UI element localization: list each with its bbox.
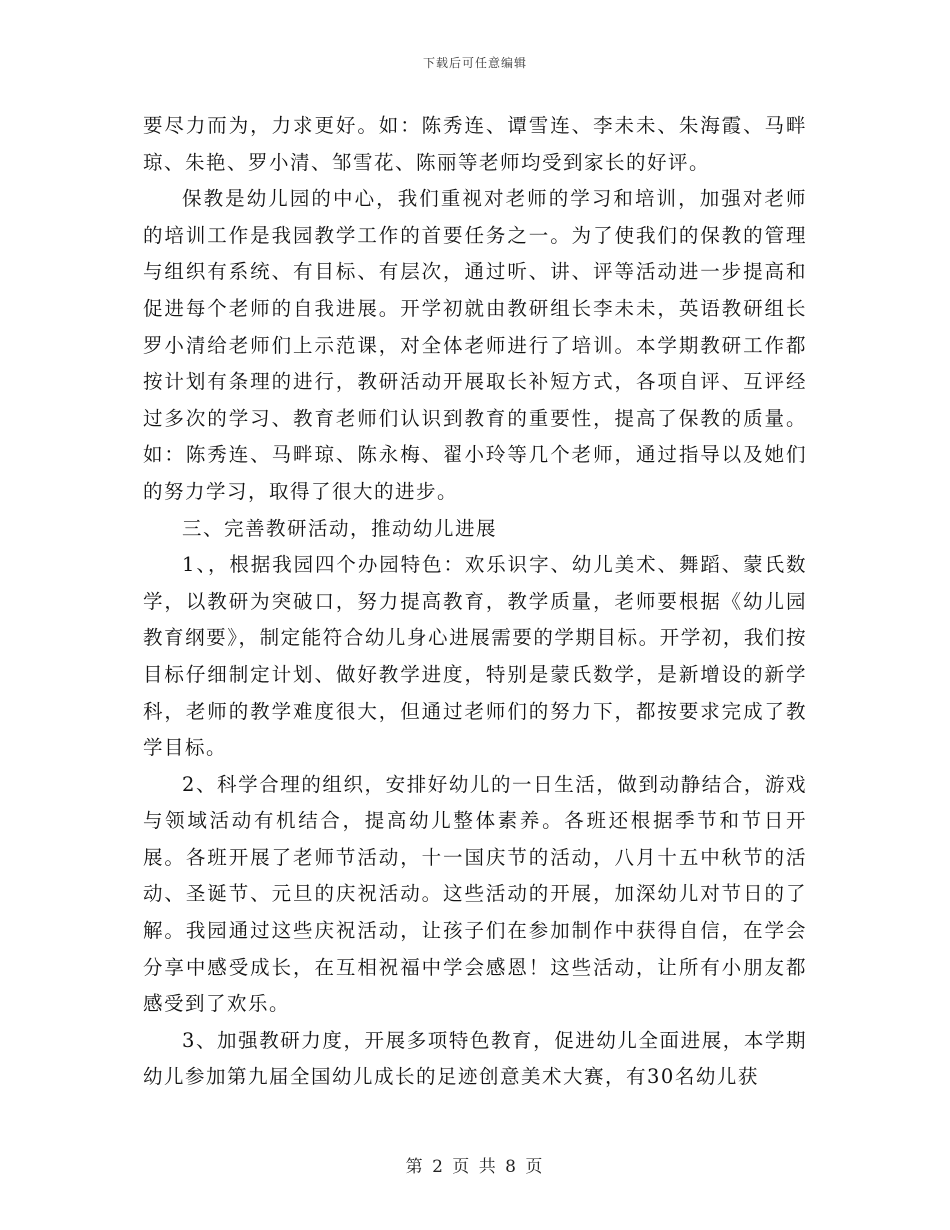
page-header: 下载后可任意编辑 (422, 56, 527, 70)
paragraph-1: 要尽力而为，力求更好。如：陈秀连、谭雪连、李未未、朱海霞、马畔琼、朱艳、罗小清、邹雪花、陈丽等老师均受到家长的好评。 (143, 114, 807, 174)
document-body (143, 108, 807, 1096)
section-heading: 三、完善教研活动，推动幼儿进展 (182, 516, 498, 540)
paragraph-4: 2、科学合理的组织，安排好幼儿的一日生活，做到动静结合，游戏与领域活动有机结合，提高幼儿整体素养。各班还根据季节和节日开展。各班开展了老师节活动，十一国庆节的活动，八月十五中秋节的活动、圣诞节、元旦的庆祝活动。这些活动的开展，加深幼儿对节日的了解。我园通过这些庆祝活动，让孩子们在参加制作中获得自信，在学会分享中感受成长，在互相祝福中学会感恩！这些活动，让所有小朋友都感受到了欢乐。 (143, 772, 807, 1016)
paragraph-3: 1、，根据我园四个办园特色：欢乐识字、幼儿美术、舞蹈、蒙氏数学，以教研为突破口，努力提高教育，教学质量，老师要根据《幼儿园教育纲要》，制定能符合幼儿身心进展需要的学期目标。开学初，我们按目标仔细制定计划、做好教学进度，特别是蒙氏数学，是新增设的新学科，老师的教学难度很大，但通过老师们的努力下，都按要求完成了教学目标。 (143, 553, 807, 760)
page-number: 第 2 页 共 8 页 (405, 1157, 545, 1177)
paragraph-5: 3、加强教研力度，开展多项特色教育，促进幼儿全面进展，本学期幼儿参加第九届全国幼儿成长的足迹创意美术大赛，有30名幼儿获 (143, 1028, 807, 1089)
paragraph-2: 保教是幼儿园的中心，我们重视对老师的学习和培训，加强对老师的培训工作是我园教学工作的首要任务之一。为了使我们的保教的管理与组织有系统、有目标、有层次，通过听、讲、评等活动进一步提高和促进每个老师的自我进展。开学初就由教研组长李未未，英语教研组长罗小清给老师们上示范课，对全体老师进行了培训。本学期教研工作都按计划有条理的进行，教研活动开展取长补短方式，各项自评、互评经过多次的学习、教育老师们认识到教育的重要性，提高了保教的质量。如：陈秀连、马畔琼、陈永梅、翟小玲等几个老师，通过指导以及她们的努力学习，取得了很大的进步。 (143, 187, 807, 503)
